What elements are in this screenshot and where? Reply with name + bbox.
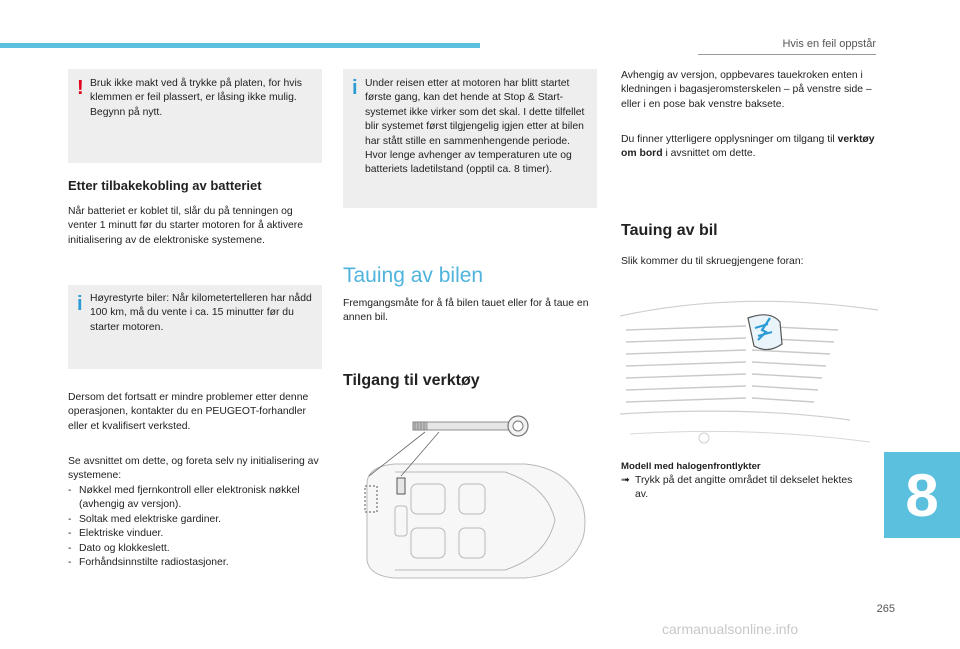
warning-box	[68, 69, 322, 163]
car-tools-illustration	[355, 410, 595, 580]
info-text-stopstart: Under reisen etter at motoren har blitt startet første gang, kan det hende at Stop & Start-systemet ikke virker som det skal. I dette tilfellet blir systemet først tilgjengelig igjen etter at bilen har stått stille en sammenhengende periode. Hvor lenge avhenger av temperaturen ute og batteriets ladetilstand (opptil ca. 8 timer).	[365, 78, 585, 176]
battery-paragraph: Når batteriet er koblet til, slår du på tenningen og venter 1 minutt før du starter motoren for å aktivere initialisering av de elektroniske systemene.	[68, 206, 304, 246]
page-number: 265	[876, 603, 895, 615]
front-grille-illustration	[620, 296, 878, 452]
list-item: - Soltak med elektriske gardiner.	[68, 513, 320, 527]
section-title-battery: Etter tilbakekobling av batteriet	[68, 178, 262, 193]
model-label: Modell med halogenfrontlykter	[621, 461, 761, 472]
info-box-rhd	[68, 285, 322, 369]
section-header-title: Hvis en feil oppstår	[782, 38, 876, 50]
step-text: Trykk på det angitte området til dekselet hektes av.	[635, 475, 853, 501]
tow-eye-icon	[413, 416, 528, 436]
arrow-right-icon: ➟	[621, 475, 630, 486]
towhook-paragraph: Avhengig av versjon, oppbevares tauekroken enten i kledningen i bagasjeromsterskelen – på venstre side – eller i en pose bak venstre baksete.	[621, 70, 872, 110]
tools-ref-post: i avsnittet om dette.	[662, 148, 756, 160]
problems-paragraph: Dersom det fortsatt er mindre problemer etter denne operasjonen, kontakter du en PEUGEOT-forhandler eller et kvalifisert verksted.	[68, 392, 309, 432]
header-accent-bar	[0, 43, 480, 48]
warning-icon: !	[77, 77, 84, 99]
header-divider	[698, 54, 876, 55]
step-item	[621, 474, 877, 503]
tool-location-marker	[397, 478, 405, 494]
reinit-paragraph: Se avsnittet om dette, og foreta selv ny initialisering av systemene:	[68, 456, 319, 482]
tools-ref-pre: Du finner ytterligere opplysninger om tilgang til	[621, 134, 838, 145]
list-item: - Nøkkel med fjernkontroll eller elektronisk nøkkel (avhengig av versjon).	[68, 484, 320, 513]
warning-text: Bruk ikke makt ved å trykke på platen, for hvis klemmen er feil plassert, er låsing ikke mulig. Begynn på nytt.	[90, 78, 302, 118]
towing-intro: Fremgangsmåte for å få bilen tauet eller for å taue en annen bil.	[343, 298, 589, 324]
info-box-stopstart	[343, 69, 597, 208]
list-item: - Forhåndsinnstilte radiostasjoner.	[68, 556, 320, 570]
watermark: carmanualsonline.info	[662, 621, 799, 637]
chapter-number-tab: 8	[884, 452, 960, 538]
info-icon: i	[77, 293, 83, 315]
chapter-title: Tauing av bilen	[343, 264, 484, 287]
reinit-list	[68, 484, 320, 570]
tools-title: Tilgang til verktøy	[343, 372, 480, 389]
towing-instructions-intro: Slik kommer du til skruegjengene foran:	[621, 256, 804, 267]
list-item: - Dato og klokkeslett.	[68, 542, 320, 556]
info-icon: i	[352, 77, 358, 99]
towing-title: Tauing av bil	[621, 222, 718, 239]
list-item: - Elektriske vinduer.	[68, 527, 320, 541]
tools-ref-bold: verktøy om bord	[621, 134, 875, 160]
tools-reference-paragraph	[621, 133, 877, 162]
info-text-rhd: Høyrestyrte biler: Når kilometertelleren har nådd 100 km, må du vente i ca. 15 minutter før du starter motoren.	[90, 293, 312, 333]
